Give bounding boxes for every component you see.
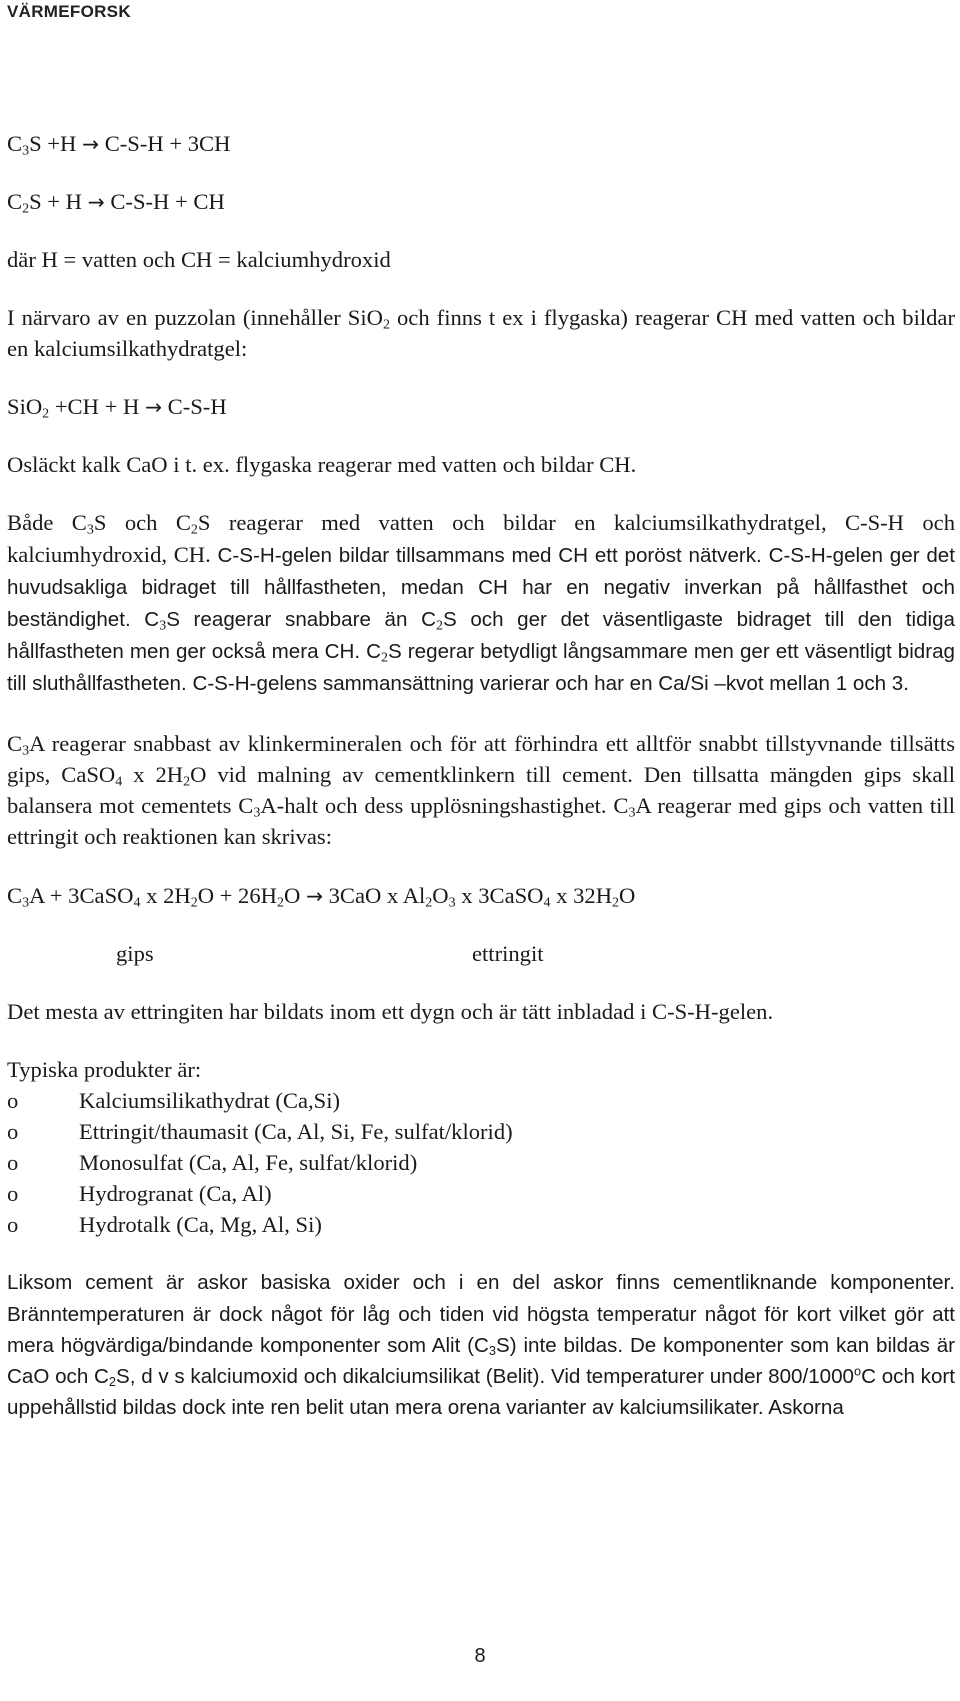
equation-c3s: $C_3S +H \to C-S-H + 3CH$ (7, 131, 231, 159)
bullet-icon: o (7, 1150, 19, 1176)
puzzolan-paragraph: I närvaro av en puzzolan (innehåller SiO$_2$ och finns t ex i flygaska) reagerar CH med vatten och bildar en kalciumsilkathydratgel: (7, 305, 955, 362)
page-number: 8 (474, 1645, 486, 1667)
c3a-paragraph: $C_3A$ reagerar snabbast av klinkermineralen och för att förhindra ett alltför snabbt tillstyvnande tillsätts gips, CaSO$_4$ x $2H_2O$ vid malning av cementklinkern till cement. Den tillsatta mängden gips skall balansera mot cementets $C_3A$-halt och dess upplösningshastighet. $C_3A$ reagerar med gips och vatten till ettringit och reaktionen kan skrivas: (7, 730, 955, 850)
bullet-icon: o (7, 1119, 19, 1145)
list-item: o Hydrotalk (Ca, Mg, Al, Si) (7, 1209, 955, 1240)
products-heading: Typiska produkter är: (7, 1057, 202, 1083)
list-item: o Monosulfat (Ca, Al, Fe, sulfat/klorid) (7, 1147, 955, 1178)
equation-c2s: $C_2S + H \to C-S-H$ + CH (7, 189, 225, 217)
equation-sio2: SiO$_2$ +CH + H → C-S-H (7, 394, 227, 422)
arrow-icon: → (82, 132, 100, 156)
definition-line: där H = vatten och CH = kalciumhydroxid (7, 247, 391, 272)
equation-labels (7, 938, 955, 969)
list-item: o Hydrogranat (Ca, Al) (7, 1178, 955, 1209)
oslackt-kalk-line: Osläckt kalk CaO i t. ex. flygaska reagerar med vatten och bildar CH. (7, 452, 637, 478)
arrow-icon: → (305, 884, 323, 909)
hydration-paragraph: Både $C_3S$ och $C_2S$ reagerar med vatten och bildar en kalciumsilkathydratgel, C-S-H och kalciumhydroxid, CH. C-S-H-gelen bildar tillsammans med CH ett poröst nätverk. C-S-H-gelen ger det huvudsakliga bidraget till hållfastheten, medan CH har en negativ inverkan på hållfasthet och beständighet. $C_3S$ reagerar snabbare än $C_2S$ och ger det väsentligaste bidraget till den tidiga hållfastheten men ger också mera CH. $C_2S$ regerar betydligt långsammare men ger ett väsentligt bidrag till sluthållfastheten. C-S-H-gelens sammansättning varierar och har en Ca/Si –kvot mellan 1 och 3. (7, 510, 956, 696)
equation-ettringite: $C_3A$ + 3CaSO$_4$ x $2H_2O + 26H_2O \to 3CaO$ x $Al_2O_3$ x 3CaSO$_4$ x $32H_2O$ (7, 883, 636, 911)
label-ettringit: ettringit (472, 941, 544, 967)
bullet-icon: o (7, 1088, 19, 1114)
ash-paragraph: Liksom cement är askor basiska oxider och i en del askor finns cementliknande komponenter. Bränntemperaturen är dock något för låg och tiden vid högsta temperatur något för kort vilket gör att mera högvärdiga/bindande komponenter som Alit $(C_3S)$ inte bildas. De komponenter som kan bildas är CaO och $C_2S$, d v s kalciumoxid och dikalciumsilikat (Belit). Vid temperaturer under 800/1000$^o$C och kort uppehållstid bildas dock inte ren belit utan mera orena varianter av kalciumsilikater. Askorna (7, 1271, 956, 1420)
arrow-icon: → (144, 395, 162, 420)
ettringite-note: Det mesta av ettringiten har bildats inom ett dygn och är tätt inbladad i C-S-H-gelen. (7, 999, 774, 1025)
bullet-icon: o (7, 1212, 19, 1238)
list-item: o Ettringit/thaumasit (Ca, Al, Si, Fe, sulfat/klorid) (7, 1116, 955, 1147)
label-gips: gips (116, 941, 154, 967)
bullet-icon: o (7, 1181, 19, 1207)
products-list (7, 1085, 955, 1240)
list-item: o Kalciumsilikathydrat (Ca,Si) (7, 1085, 955, 1116)
page-body (7, 128, 955, 1423)
arrow-icon: → (87, 190, 105, 214)
document-header: VÄRMEFORSK (7, 2, 131, 21)
